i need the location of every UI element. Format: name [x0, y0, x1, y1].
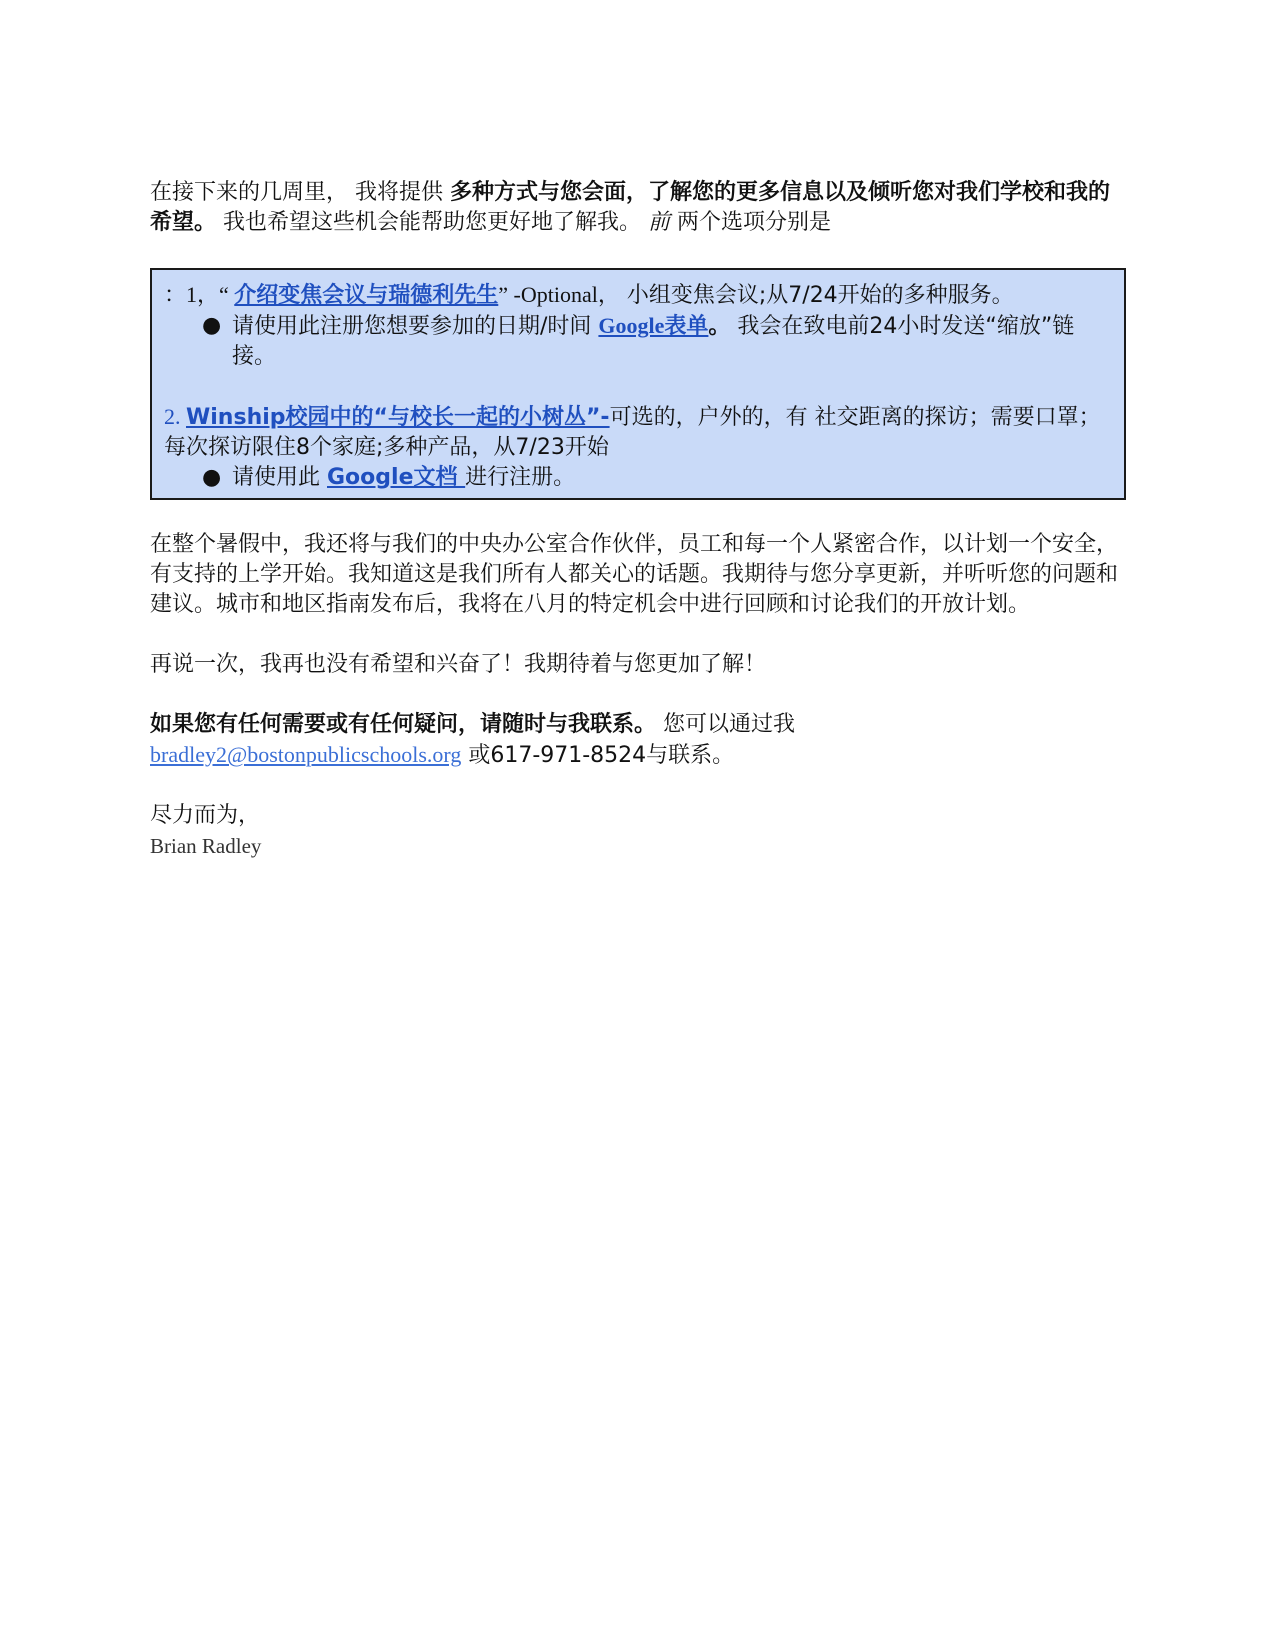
option-1-bullet-text — [232, 311, 1114, 372]
option-2-bullet-a: 请使用此 — [232, 465, 327, 490]
again-paragraph: 再说一次，我再也没有希望和兴奋了！我期待着与您更加了解！ — [150, 652, 767, 677]
signature-name: Brian Radley — [150, 834, 262, 858]
options-box — [150, 268, 1126, 500]
option-1-line — [164, 280, 1114, 311]
option-2-bullet-b: 进行注册。 — [465, 465, 576, 490]
option-2-prefix: 2. — [164, 404, 186, 429]
bullet-icon: ● — [202, 465, 222, 490]
intro-paragraph — [150, 178, 1130, 238]
option-2-bullet-text — [232, 463, 1114, 493]
option-1-optional: ” -Optional， — [498, 282, 620, 307]
option-1-detail: 小组变焦会议;从7/24开始的多种服务。 — [619, 283, 1014, 308]
intro-text-2: 我也希望这些机会能帮助您更好地了解我。 — [216, 210, 649, 235]
intro-italic-text: 前 — [648, 210, 671, 235]
option-1-bullet-a: 请使用此注册您想要参加的日期/时间 — [232, 314, 599, 339]
option-2-link[interactable]: Winship校园中的“与校长一起的小树丛”- — [186, 405, 610, 430]
bullet-icon: ● — [202, 313, 222, 338]
box-spacer — [164, 372, 1114, 402]
option-1-bullet-b: 。 — [708, 314, 731, 339]
contact-bold-text: 如果您有任何需要或有任何疑问，请随时与我联系。 — [150, 712, 657, 737]
contact-phone-text: 或617-971-8524与联系。 — [461, 743, 735, 768]
email-link[interactable]: bradley2@bostonpublicschools.org — [150, 742, 462, 767]
google-form-link[interactable]: Google表单 — [598, 313, 709, 338]
intro-text-3: 两个选项分别是 — [670, 210, 832, 235]
summer-paragraph: 在整个暑假中，我还将与我们的中央办公室合作伙伴，员工和每一个人紧密合作，以计划一个安全，有支持的上学开始。我知道这是我们所有人都关心的话题。我期待与您分享更新，并听听您的问题和建议。城市和地区指南发布后，我将在八月的特定机会中进行回顾和讨论我们的开放计划。 — [150, 532, 1119, 617]
letter-body — [150, 178, 1130, 861]
option-1-bullet-c: 我会在致电前24小时发送“缩放”链接。 — [232, 314, 1075, 369]
contact-text: 您可以通过我 — [656, 712, 796, 737]
option-2-line — [164, 402, 1114, 463]
closing-text: 尽力而为， — [150, 803, 261, 828]
option-2-detail: 可选的，户外的，有 社交距离的探访；需要口罩；每次探访限住8个家庭;多种产品，从7/23开始 — [164, 405, 1101, 460]
contact-paragraph — [150, 710, 1130, 771]
option-2-bullet — [164, 463, 1114, 493]
option-1-prefix: ：1，“ — [164, 282, 235, 307]
google-doc-link[interactable]: Google文档 — [327, 465, 466, 490]
intro-text-1: 在接下来的几周里， 我将提供 — [150, 180, 450, 205]
option-1-link[interactable]: 介绍变焦会议与瑞德利先生 — [234, 283, 499, 308]
intro-bold-text: 多种方式与您会面，了解您的更多信息以及倾听您对我们学校和我的希望。 — [150, 180, 1111, 235]
option-1-bullet — [164, 311, 1114, 372]
